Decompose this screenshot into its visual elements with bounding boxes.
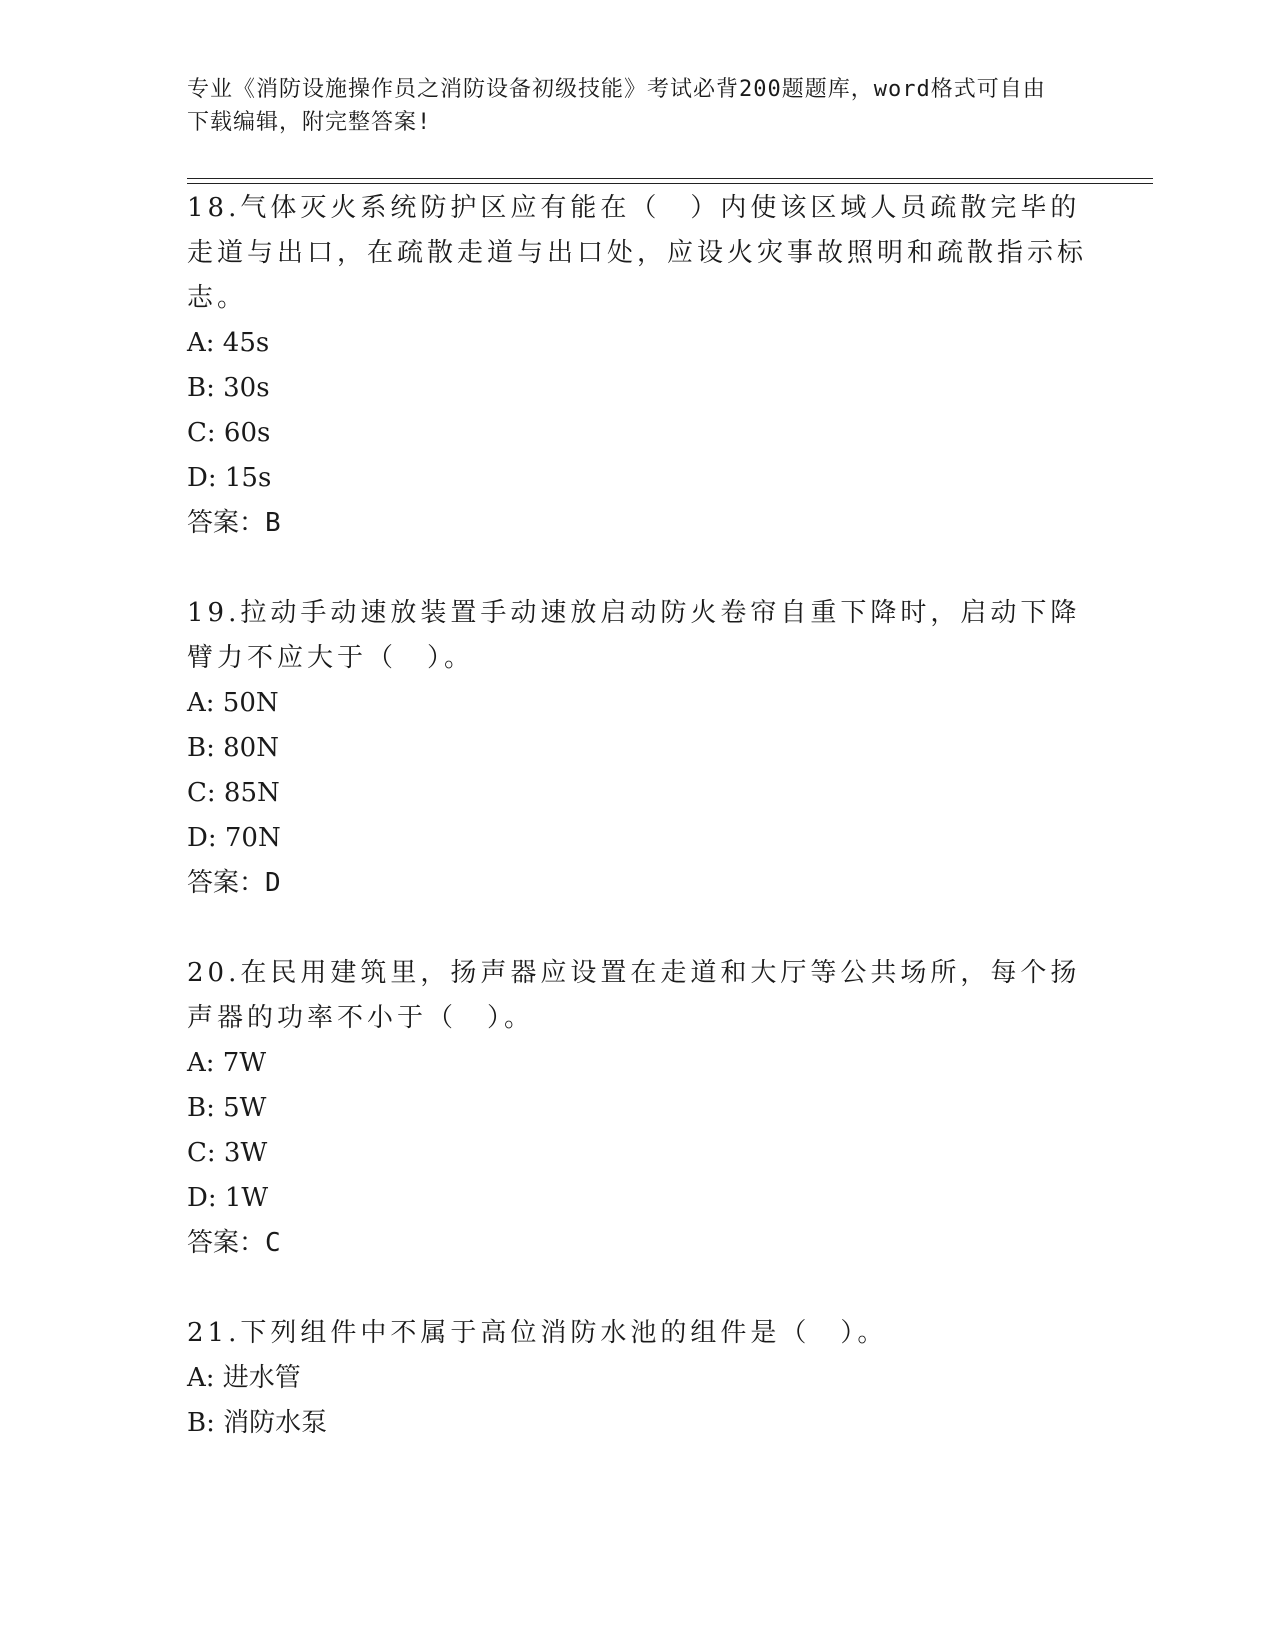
option-c: C: 85N	[187, 778, 280, 808]
option-a: A: 7W	[187, 1048, 267, 1078]
option-b: B: 30s	[187, 373, 270, 403]
question-19	[187, 591, 1087, 906]
question-stem: 18.气体灭火系统防护区应有能在（ ）内使该区域人员疏散完毕的走道与出口，在疏散走道与出口处，应设火灾事故照明和疏散指示标志。	[187, 193, 1088, 313]
question-stem: 19.拉动手动速放装置手动速放启动防火卷帘自重下降时，启动下降臂力不应大于（ ）。	[187, 598, 1081, 673]
option-c: C: 3W	[187, 1138, 268, 1168]
header-divider-top	[187, 178, 1153, 179]
document-header: 专业《消防设施操作员之消防设备初级技能》考试必背200题题库，word格式可自由下载编辑，附完整答案!	[187, 77, 1046, 135]
option-a: A: 50N	[187, 688, 279, 718]
option-d: D: 70N	[187, 823, 281, 853]
question-stem: 21.下列组件中不属于高位消防水池的组件是（ ）。	[187, 1318, 888, 1348]
option-b: B: 消防水泵	[187, 1408, 328, 1438]
question-list	[187, 186, 1087, 1446]
question-21	[187, 1311, 1087, 1446]
answer-line: 答案：C	[187, 1228, 281, 1258]
answer-line: 答案：D	[187, 868, 281, 898]
option-c: C: 60s	[187, 418, 271, 448]
option-d: D: 15s	[187, 463, 272, 493]
question-stem: 20.在民用建筑里，扬声器应设置在走道和大厅等公共场所，每个扬声器的功率不小于（ ）。	[187, 958, 1081, 1033]
option-a: A: 进水管	[187, 1363, 301, 1393]
answer-line: 答案：B	[187, 508, 281, 538]
header-divider-bottom	[187, 183, 1153, 184]
option-a: A: 45s	[187, 328, 270, 358]
question-20	[187, 951, 1087, 1266]
option-b: B: 80N	[187, 733, 279, 763]
option-b: B: 5W	[187, 1093, 267, 1123]
option-d: D: 1W	[187, 1183, 269, 1213]
question-18	[187, 186, 1087, 546]
